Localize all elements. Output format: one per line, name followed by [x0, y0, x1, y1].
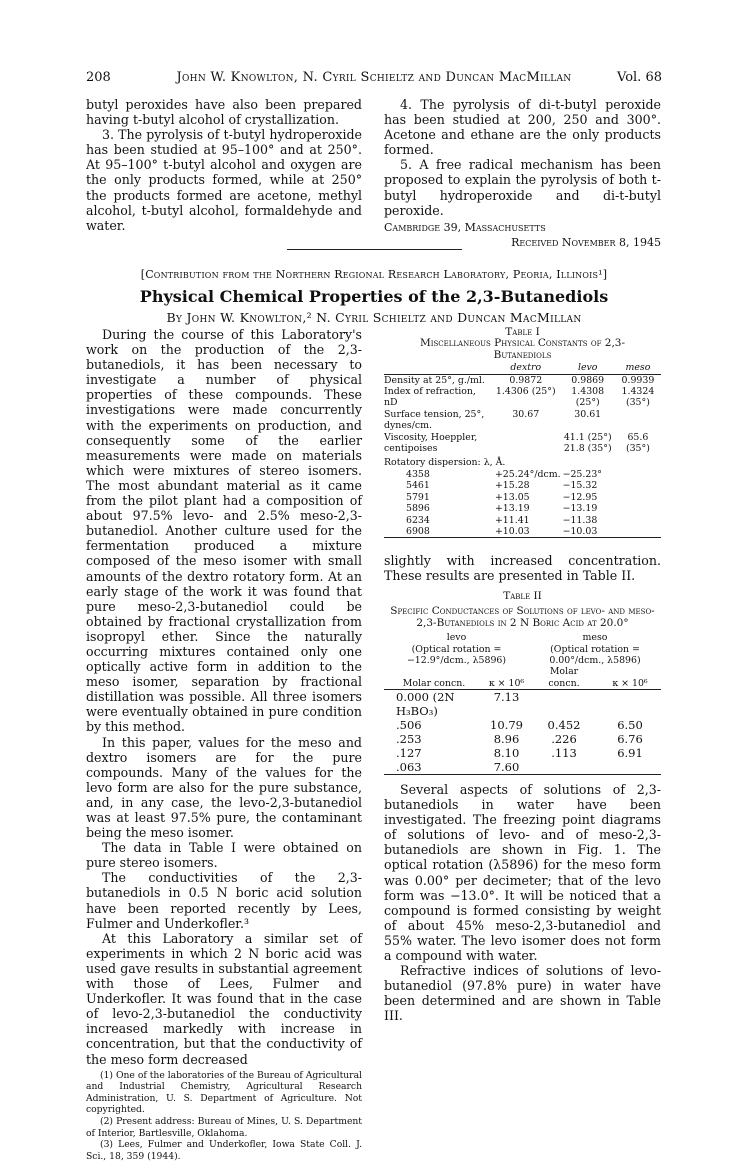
table-row — [384, 718, 661, 732]
running-header — [86, 70, 662, 88]
paragraph: Refractive indices of solutions of levo-butanediol (97.8% pure) in water have been determined and are shown in Table III. — [384, 963, 661, 1024]
main-left-column — [86, 327, 362, 1162]
paragraph: The data in Table I were obtained on pure stereo isomers. — [86, 840, 362, 871]
wavelength: 6234 — [406, 514, 430, 526]
column-header: dextro — [510, 362, 542, 374]
cell-meso — [615, 526, 661, 537]
previous-article-left-column — [86, 97, 362, 233]
cell-levo: 41.1 (25°) 21.8 (35°) — [563, 431, 612, 455]
table-1 — [384, 327, 661, 538]
footnote: (2) Present address: Bureau of Mines, U. S. Department of Interior, Bartlesville, Oklahoma. — [86, 1115, 362, 1139]
received-date: Received November 8, 1945 — [511, 235, 661, 249]
table-caption: Specific Conductances of Solutions of levo- and meso-2,3-Butanediols in 2 N Boric Acid at 20.0° — [390, 605, 655, 629]
cell-levo: −15.32 — [562, 480, 598, 492]
wavelength: 5791 — [406, 491, 430, 503]
levo-concentration: .253 — [396, 732, 422, 747]
cell-meso: 0.9939 — [621, 374, 655, 386]
levo-concentration: .063 — [396, 760, 422, 775]
paragraph: slightly with increased concentration. These results are presented in Table II. — [384, 553, 661, 584]
byline: By John W. Knowlton,² N. Cyril Schieltz and Duncan MacMillan — [166, 310, 582, 325]
table-row — [384, 526, 661, 537]
table-row — [384, 409, 661, 432]
meso-conductance — [599, 760, 661, 774]
table-row — [384, 503, 661, 514]
table-2-grid — [384, 632, 661, 775]
contribution-line: [Contribution from the Northern Regional Research Laboratory, Peoria, Illinois¹] — [140, 268, 608, 281]
meso-concentration: .113 — [551, 746, 577, 761]
cell-meso — [615, 469, 661, 480]
article-title: Physical Chemical Properties of the 2,3-Butanediols — [139, 287, 609, 306]
footnote: (1) One of the laboratories of the Bureau of Agricultural and Industrial Chemistry, Agricultural Research Administration, U. S. Department of Agriculture. Not copyrighted. — [86, 1069, 362, 1116]
meso-group-header: meso (Optical rotation = 0.00°/dcm., λ5896) — [549, 632, 641, 667]
table-rule — [384, 774, 661, 775]
cell-levo: 1.4308 (25°) — [571, 386, 605, 409]
cell-dextro: +11.41 — [494, 514, 530, 526]
column-header: levo — [577, 362, 598, 374]
paragraph: 5. A free radical mechanism has been proposed to explain the pyrolysis of both t-butyl hydroperoxide and di-t-butyl peroxide. — [384, 157, 661, 218]
row-label: Index of refraction, nD — [384, 386, 476, 409]
table-row — [384, 386, 661, 409]
cell-dextro: 0.9872 — [509, 374, 543, 386]
meso-concentration: 0.452 — [547, 718, 581, 733]
cell-dextro: +25.24°/dcm. — [494, 468, 561, 480]
right-text-bottom — [384, 782, 661, 1024]
table-row — [384, 690, 661, 718]
cell-meso — [615, 480, 661, 491]
column-header: κ × 10⁶ — [612, 677, 648, 689]
cell-meso: 65.6 (35°) — [625, 431, 650, 455]
table-row — [384, 515, 661, 526]
table-1-grid — [384, 362, 661, 538]
paragraph: 3. The pyrolysis of t-butyl hydroperoxide has been studied at 95–100° and at 250°. At 95–100° t-butyl alcohol and oxygen are the only products formed, while at 250° the products formed are acetone, methyl alcohol, t-butyl alcohol, formaldehyde and water. — [86, 127, 362, 233]
table-label: Table II — [503, 590, 542, 602]
cell-meso — [615, 492, 661, 503]
page-number: 208 — [86, 70, 111, 85]
levo-concentration: .127 — [396, 746, 422, 761]
wavelength: 4358 — [406, 468, 430, 480]
footnote: (3) Lees, Fulmer and Underkofler, Iowa State Coll. J. Sci., 18, 359 (1944). — [86, 1139, 362, 1162]
rotatory-label: Rotatory dispersion: λ, Å. — [384, 457, 506, 469]
paragraph: 4. The pyrolysis of di-t-butyl peroxide has been studied at 200, 250 and 300°. Acetone and ethane are the only products formed. — [384, 97, 661, 158]
levo-concentration: .506 — [396, 718, 422, 733]
table-row — [384, 746, 661, 760]
meso-conductance: 6.50 — [617, 718, 643, 733]
paragraph: In this paper, values for the meso and dextro isomers are for the pure compounds. Many of the values for the levo form are also for the pure substance, and, in any case, the levo-2,3-butanediol was at least 97.5% pure, the contaminant being the meso isomer. — [86, 734, 362, 841]
cell-dextro: +13.19 — [494, 503, 530, 515]
levo-concentration: 0.000 (2N H₃BO₃) — [396, 690, 455, 719]
paragraph: butyl peroxides have also been prepared having t-butyl alcohol of crystallization. — [86, 97, 362, 128]
paragraph: The conductivities of the 2,3-butanediols in 0.5 N boric acid solution have been reported recently by Lees, Fulmer and Underkofler.³ — [86, 870, 362, 931]
meso-concentration: .226 — [551, 732, 577, 747]
row-label: Surface tension, 25°, dynes/cm. — [384, 408, 485, 432]
cell-dextro: +15.28 — [494, 480, 530, 492]
cell-dextro: 30.67 — [512, 408, 540, 420]
cell-meso: 1.4324 (35°) — [621, 386, 655, 409]
volume: Vol. 68 — [617, 70, 662, 85]
row-label: Viscosity, Hoeppler, centipoises — [384, 431, 478, 455]
meso-conductance — [599, 690, 661, 718]
meso-concentration — [529, 760, 599, 774]
cell-levo: −13.19 — [562, 503, 598, 515]
cell-dextro — [491, 432, 561, 455]
column-header: meso — [625, 362, 651, 374]
table-2 — [384, 591, 661, 775]
right-text-mid — [384, 553, 661, 583]
column-header: κ × 10⁶ — [488, 677, 525, 689]
paragraph: Several aspects of solutions of 2,3-butanediols in water have been investigated. The freezing point diagrams of solutions of levo- and of meso-2,3-butanediols are shown in Fig. 1. The optical rotation (λ5896) for the meso form was 0.00° per decimeter; that of the levo form was −13.0°. It will be noticed that a compound is formed consisting by weight of about 45% meso-2,3-butanediol and 55% water. The levo isomer does not form a compound with water. — [384, 782, 661, 964]
cell-dextro: +10.03 — [494, 525, 530, 537]
meso-conductance: 6.91 — [617, 746, 643, 761]
table-row — [384, 480, 661, 491]
cell-meso — [615, 515, 661, 526]
cell-levo: −12.95 — [562, 491, 598, 503]
wavelength: 5461 — [406, 480, 430, 492]
levo-conductance: 8.96 — [493, 732, 520, 747]
levo-group-header: levo (Optical rotation = −12.9°/dcm., λ5896) — [406, 632, 507, 667]
table-row — [384, 432, 661, 455]
cell-levo: −10.03 — [562, 525, 598, 537]
levo-conductance: 8.10 — [493, 746, 520, 761]
row-label: Density at 25°, g./ml. — [384, 374, 485, 386]
paragraph: At this Laboratory a similar set of experiments in which 2 N boric acid was used gave results in substantial agreement with those of Lees, Fulmer and Underkofler. It was found that in the case of levo-2,3-butanediol the conductivity increased markedly with increase in concentration, but that the conductivity of the meso form decreased — [86, 930, 362, 1067]
levo-conductance: 10.79 — [490, 718, 523, 733]
table-caption: Miscellaneous Physical Constants of 2,3-Butanediols — [419, 337, 626, 361]
paragraph: During the course of this Laboratory's work on the production of the 2,3-butanediols, it has been necessary to investigate a number of physical properties of these compounds. These investigations were made concurrently with the experiments on production, and consequently some of the earlier measurements were made on materials which were mixtures of stereo isomers. The most abundant material as it came from the pilot plant had a composition of about 97.5% levo- and 2.5% meso-2,3-butanediol. Another culture used for the fermentation produced a mixture composed of the meso isomer with small amounts of the dextro rotatory form. At an early stage of the work it was found that pure meso-2,3-butanediol could be obtained by fractional crystallization from isopropyl ether. Since the naturally occurring mixtures contained only one optically active form in addition to the meso isomer, separation by fractional distillation was possible. All three isomers were eventually obtained in pure condition by this method. — [86, 327, 362, 735]
levo-conductance: 7.60 — [493, 760, 520, 775]
table-row — [384, 760, 661, 774]
cell-levo: 0.9869 — [571, 374, 605, 386]
cell-levo: 30.61 — [574, 408, 602, 420]
wavelength: 5896 — [406, 503, 430, 515]
table-label: Table I — [505, 326, 540, 338]
footnotes — [86, 1070, 362, 1162]
meso-conductance: 6.76 — [617, 732, 643, 747]
wavelength: 6908 — [406, 525, 430, 537]
separator-rule — [287, 249, 462, 250]
cell-meso — [615, 409, 661, 432]
column-header: Molar concn. — [548, 666, 580, 689]
address: Cambridge 39, Massachusetts — [384, 220, 546, 234]
table-row — [384, 492, 661, 503]
levo-conductance: 7.13 — [493, 690, 520, 705]
cell-dextro: +13.05 — [494, 491, 530, 503]
table-rule — [384, 537, 661, 538]
table-row — [384, 469, 661, 480]
running-authors: John W. Knowlton, N. Cyril Schieltz and Duncan MacMillan — [176, 70, 572, 85]
table-row — [384, 375, 661, 386]
cell-meso — [615, 503, 661, 514]
previous-article-right-column — [384, 97, 661, 250]
table-row — [384, 732, 661, 746]
cell-levo: −25.23° — [562, 468, 602, 480]
cell-dextro: 1.4306 (25°) — [495, 386, 556, 398]
column-header: Molar concn. — [402, 677, 466, 689]
meso-concentration — [529, 690, 599, 718]
cell-levo: −11.38 — [562, 514, 598, 526]
